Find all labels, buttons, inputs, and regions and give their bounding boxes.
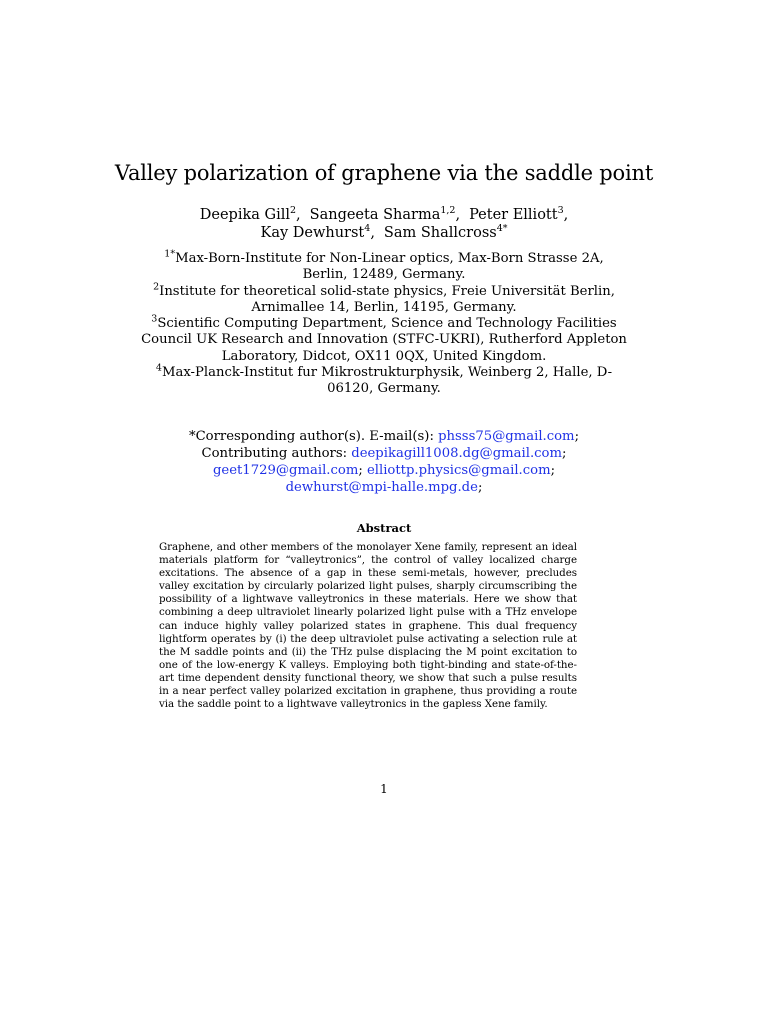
contributing-label: Contributing authors: — [201, 446, 352, 461]
affiliation-mark: 3 — [151, 313, 158, 325]
corresponding-email-link[interactable]: phsss75@gmail.com — [438, 429, 575, 444]
contact-block: *Corresponding author(s). E-mail(s): phsss75@gmail.com; Contributing authors: deepikagill1008.dg@gmail.com; geet1729@gmail.com; elliottp.physics@gmail.com; dewhurst@mpi-halle.mpg.de; — [188, 429, 580, 495]
author-affiliation-mark: 1,2 — [440, 205, 456, 217]
affiliation-mark: 1* — [164, 248, 176, 260]
author-name: Sangeeta Sharma$^{1,2}$, — [309, 205, 461, 223]
abstract-heading: Abstract — [356, 521, 412, 535]
author-list — [0, 206, 768, 242]
contributing-email-link[interactable]: deepikagill1008.dg@gmail.com — [351, 446, 562, 461]
affiliation: $^4$Max-Planck-Institut fur Mikrostrukturphysik, Weinberg 2, Halle, D-06120, Germany. — [155, 362, 613, 397]
author-name: Peter Elliott$^3$, — [469, 205, 569, 223]
paper-title: Valley polarization of graphene via the saddle point — [114, 161, 654, 185]
author-name: Sam Shallcross$^{4*}$ — [383, 223, 508, 241]
affiliation: $^3$Scientific Computing Department, Science and Technology Facilities Council UK Research and Innovation (STFC-UKRI), Rutherford Appleton Laboratory, Didcot, OX11 0QX, United Kingdom. — [141, 313, 627, 364]
page-number: 1 — [380, 782, 388, 796]
abstract-text: Graphene, and other members of the monolayer Xene family, represent an ideal materials platform for “valleytronics”, the control of valley localized charge excitations. The absence of a gap in these semi-metals, however, precludes valley excitation by circularly polarized light pulses, sharply circumscribing the possibility of a lightwave valleytronics in these materials. Here we show that combining a deep ultraviolet linearly polarized light pulse with a THz envelope can induce highly valley polarized states in graphene. This dual frequency lightform operates by (i) the deep ultraviolet pulse activating a selection rule at the M saddle points and (ii) the THz pulse displacing the M point excitation to one of the low-energy K valleys. Employing both tight-binding and state-of-the-art time dependent density functional theory, we show that such a pulse results in a near perfect valley polarized excitation in graphene, thus providing a route via the saddle point to a lightwave valleytronics in the gapless Xene family. — [159, 541, 577, 711]
author-affiliation-mark: 4 — [364, 223, 371, 235]
author-affiliation-mark: 3 — [557, 205, 564, 217]
author-name: Kay Dewhurst$^4$, — [260, 223, 375, 241]
contributing-email-link[interactable]: elliottp.physics@gmail.com — [366, 463, 551, 478]
affiliation-mark: 4 — [155, 362, 162, 374]
affiliation: $^{1*}$Max-Born-Institute for Non-Linear optics, Max-Born Strasse 2A, Berlin, 12489, Germany. — [164, 248, 604, 283]
affiliation: $^2$Institute for theoretical solid-state physics, Freie Universität Berlin, Arnimallee 14, Berlin, 14195, Germany. — [153, 281, 615, 315]
author-name: Deepika Gill$^2$, — [199, 205, 301, 223]
affiliation-mark: 2 — [153, 281, 160, 293]
contributing-email-link[interactable]: dewhurst@mpi-halle.mpg.de — [285, 480, 478, 495]
author-affiliation-mark: 4* — [496, 223, 508, 235]
corresponding-label: *Corresponding author(s). E-mail(s): — [188, 429, 439, 444]
author-affiliation-mark: 2 — [290, 205, 297, 217]
affiliation-list — [140, 248, 628, 398]
contributing-email-link[interactable]: geet1729@gmail.com — [212, 463, 359, 478]
